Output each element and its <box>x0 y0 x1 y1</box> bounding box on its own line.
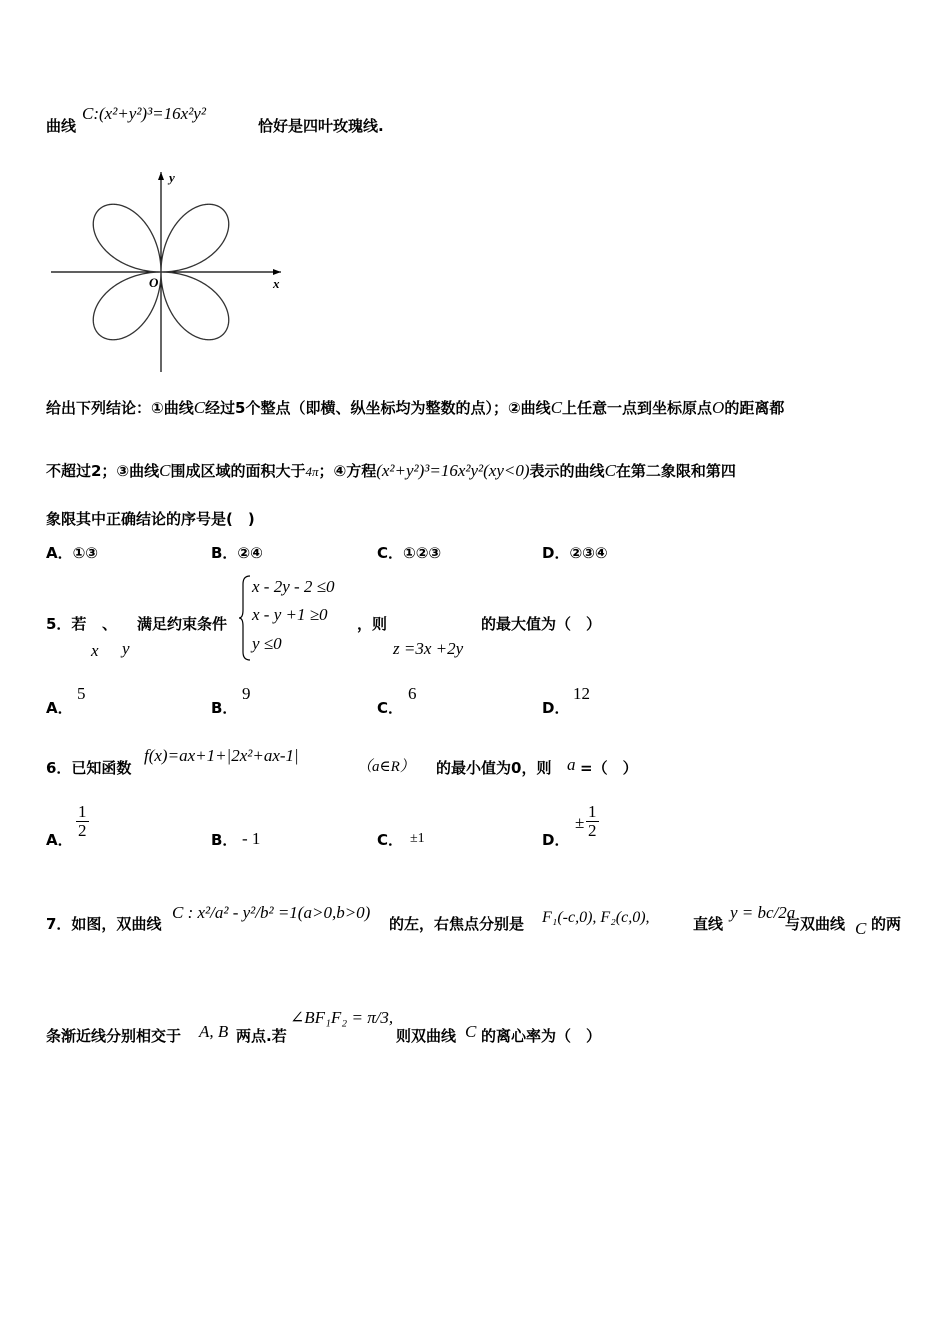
q6-option-b[interactable]: B． <box>211 831 238 849</box>
q7-line2-end: 的离心率为（ ） <box>481 1027 602 1045</box>
q7-stem-two: 的两 <box>871 915 902 933</box>
q5-option-a[interactable]: A． <box>46 699 73 717</box>
q5-option-c[interactable]: C． <box>377 699 404 717</box>
q5-objective: z =3x +2y <box>393 639 464 658</box>
q6-option-c-value: ±1 <box>410 831 425 846</box>
q6-option-d-fraction: $\frac{1}{2}$ <box>588 802 597 840</box>
q5-constraint-2: x - y +1 ≥0 <box>252 605 328 624</box>
q7-stem-foci: 的左，右焦点分别是 <box>389 915 525 933</box>
q7-line2-start: 条渐近线分别相交于 <box>46 1027 182 1045</box>
q5-constraint-3: y ≤0 <box>252 634 282 653</box>
q5-stem-then: ，则 <box>357 615 388 633</box>
q5-constraint-1: x - 2y - 2 ≤0 <box>252 577 335 596</box>
q4-option-c[interactable]: C．①②③ <box>377 544 442 562</box>
q6-option-c[interactable]: C． <box>377 831 404 849</box>
intro-suffix: 恰好是四叶玫瑰线. <box>258 117 384 135</box>
y-axis-label: y <box>169 170 175 185</box>
q6-option-b-value: - 1 <box>242 829 261 848</box>
q4-line3: 象限其中正确结论的序号是( ) <box>46 510 255 528</box>
y-axis-arrow <box>158 172 164 180</box>
q6-function: f(x)=ax+1+|2x²+ax-1| <box>144 746 299 765</box>
intro-prefix: 曲线 <box>46 117 77 135</box>
q6-stem-end: =（ ） <box>580 759 638 777</box>
q5-option-a-value: 5 <box>77 684 86 703</box>
q5-var-y: y <box>122 639 130 658</box>
q5-stem-constraint: 满足约束条件 <box>137 615 228 633</box>
q5-constraint-brace <box>238 574 252 662</box>
q6-option-a-fraction: $\frac{1}{2}$ <box>78 802 87 840</box>
q4-line2: 不超过2；③曲线C围成区域的面积大于4π；④方程(x²+y²)³=16x²y²(xy<0)表示的曲线C在第二象限和第四 <box>46 461 736 480</box>
q5-option-d-value: 12 <box>573 684 590 703</box>
q7-foci: F₁(-c,0), F₂(c,0), <box>542 909 650 926</box>
q5-option-b[interactable]: B． <box>211 699 238 717</box>
q4-option-a[interactable]: A．①③ <box>46 544 99 562</box>
x-axis-arrow <box>273 269 281 275</box>
q5-stem-start: 5．若 <box>46 615 87 633</box>
q7-line2-if: 两点.若 <box>236 1027 287 1045</box>
q5-var-x: x <box>91 641 99 660</box>
q5-option-b-value: 9 <box>242 684 251 703</box>
q5-option-c-value: 6 <box>408 684 417 703</box>
origin-label: O <box>149 275 159 290</box>
q7-line2-then: 则双曲线 <box>396 1027 457 1045</box>
q7-var-c2: C <box>465 1022 477 1041</box>
q6-option-a[interactable]: A． <box>46 831 73 849</box>
x-axis-label: x <box>273 276 280 291</box>
q7-stem-start: 7．如图，双曲线 <box>46 915 162 933</box>
q6-option-d[interactable]: D． <box>542 831 570 849</box>
q7-stem-with: 与双曲线 <box>785 915 846 933</box>
q7-stem-line: 直线 <box>693 915 724 933</box>
q7-line-equation: y = bc/2a <box>730 903 796 922</box>
q6-stem-min: 的最小值为0，则 <box>436 759 552 777</box>
q5-option-d[interactable]: D． <box>542 699 570 717</box>
q7-var-c: C <box>855 919 867 938</box>
q5-separator: 、 <box>102 615 118 633</box>
q6-stem-start: 6．已知函数 <box>46 759 132 777</box>
q7-angle: ∠BF₁F₂ = π/3, <box>290 1008 394 1027</box>
q7-hyperbola: C : x²/a² - y²/b² =1(a>0,b>0) <box>172 903 371 922</box>
q6-option-d-pm: ± <box>575 813 585 832</box>
q7-points: A, B <box>199 1022 229 1041</box>
q4-line1: 给出下列结论：①曲线C经过5个整点（即横、纵坐标均为整数的点）；②曲线C上任意一点到坐标原点O的距离都 <box>46 398 785 417</box>
intro-equation: C:(x²+y²)³=16x²y² <box>82 104 206 123</box>
q6-condition: （a∈R） <box>357 759 415 775</box>
q4-option-d[interactable]: D．②③④ <box>542 544 608 562</box>
q4-option-b[interactable]: B．②④ <box>211 544 263 562</box>
q5-stem-max: 的最大值为（ ） <box>481 615 602 633</box>
rose-curve-figure <box>45 162 295 377</box>
q6-var-a: a <box>567 755 576 774</box>
